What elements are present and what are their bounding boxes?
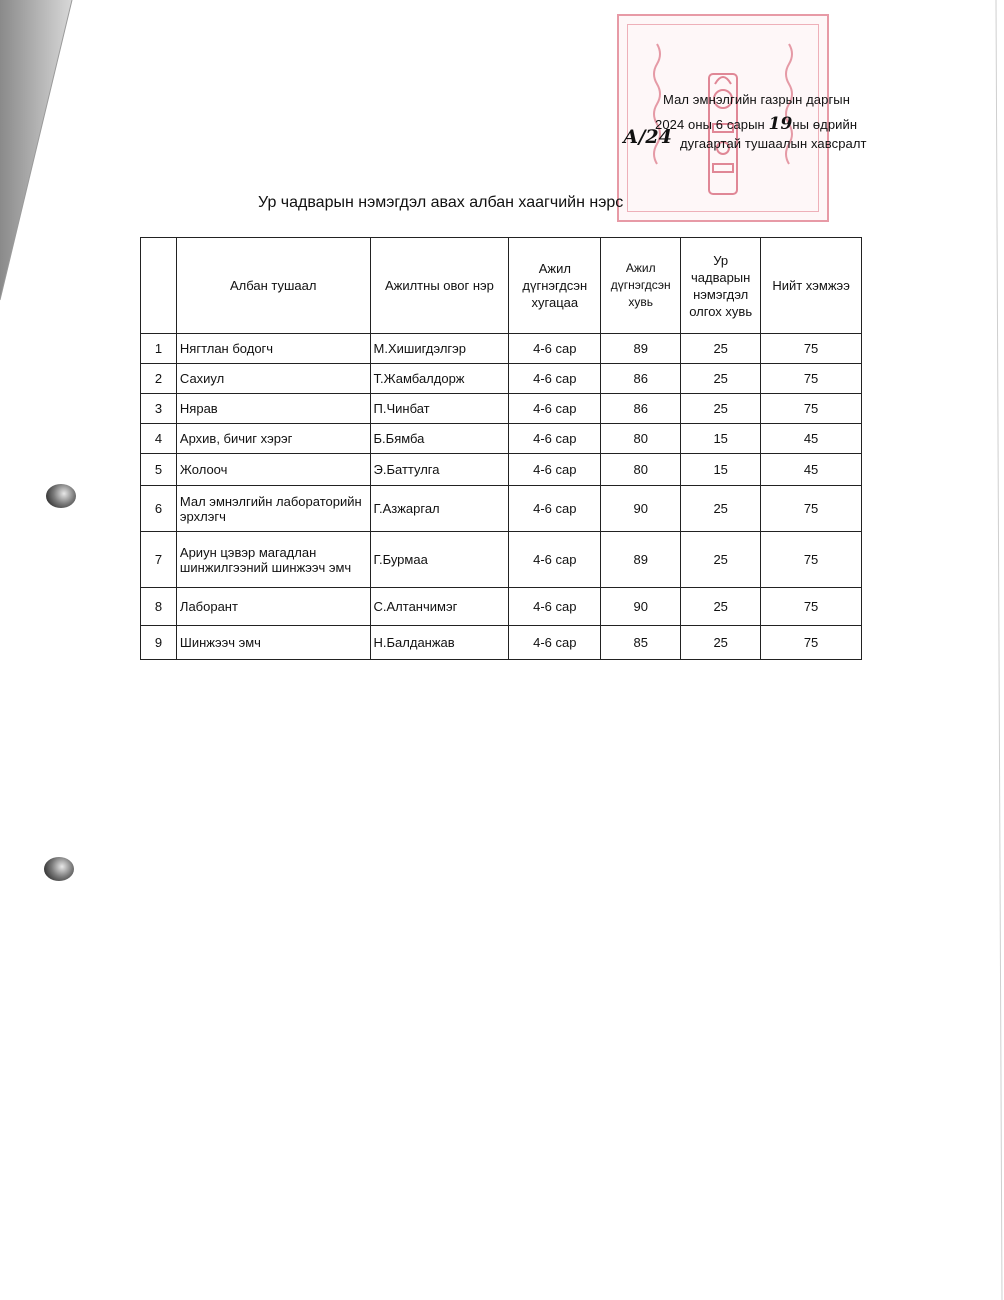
position-cell: Лаборант <box>176 588 370 626</box>
period-cell: 4-6 сар <box>509 394 601 424</box>
period-cell: 4-6 сар <box>509 454 601 486</box>
employee-name-cell: С.Алтанчимэг <box>370 588 509 626</box>
row-number-cell: 5 <box>141 454 177 486</box>
row-number-cell: 4 <box>141 424 177 454</box>
period-cell: 4-6 сар <box>509 626 601 660</box>
period-cell: 4-6 сар <box>509 424 601 454</box>
punch-hole <box>44 857 74 881</box>
period-cell: 4-6 сар <box>509 334 601 364</box>
header-line-2-prefix: 2024 оны 6 сарын <box>655 117 765 132</box>
bonus-percent-cell: 15 <box>681 454 761 486</box>
bonus-percent-cell: 25 <box>681 334 761 364</box>
total-amount-cell: 75 <box>761 532 862 588</box>
header-line-2-suffix: ны өдрийн <box>792 117 858 132</box>
row-number-cell: 2 <box>141 364 177 394</box>
employee-name-cell: Г.Бурмаа <box>370 532 509 588</box>
row-number-cell: 8 <box>141 588 177 626</box>
position-cell: Нярав <box>176 394 370 424</box>
row-number-cell: 1 <box>141 334 177 364</box>
evaluation-percent-cell: 89 <box>601 334 681 364</box>
bonus-percent-cell: 25 <box>681 364 761 394</box>
header-line-3: дугаартай тушаалын хавсралт <box>680 136 867 151</box>
bonus-percent-cell: 15 <box>681 424 761 454</box>
bonus-percent-cell: 25 <box>681 394 761 424</box>
evaluation-percent-cell: 90 <box>601 588 681 626</box>
bonus-percent-cell: 25 <box>681 486 761 532</box>
employee-name-cell: Т.Жамбалдорж <box>370 364 509 394</box>
total-amount-cell: 75 <box>761 588 862 626</box>
evaluation-percent-cell: 80 <box>601 454 681 486</box>
header-line-1: Мал эмнэлгийн газрын даргын <box>663 92 851 107</box>
punch-hole <box>46 484 76 508</box>
position-cell: Шинжээч эмч <box>176 626 370 660</box>
handwritten-order-number: А/24 <box>623 126 672 148</box>
header-cell-no <box>141 238 177 334</box>
employee-name-cell: Н.Балданжав <box>370 626 509 660</box>
total-amount-cell: 75 <box>761 626 862 660</box>
table-row <box>141 364 862 394</box>
evaluation-percent-cell: 80 <box>601 424 681 454</box>
header-cell-position: Албан тушаал <box>176 238 370 334</box>
employee-name-cell: Э.Баттулга <box>370 454 509 486</box>
evaluation-percent-cell: 86 <box>601 394 681 424</box>
employee-name-cell: П.Чинбат <box>370 394 509 424</box>
table-body <box>141 334 862 660</box>
table-row <box>141 532 862 588</box>
period-cell: 4-6 сар <box>509 364 601 394</box>
period-cell: 4-6 сар <box>509 486 601 532</box>
position-cell: Жолооч <box>176 454 370 486</box>
header-cell-name: Ажилтны овог нэр <box>370 238 509 334</box>
table-row <box>141 424 862 454</box>
employee-name-cell: Б.Бямба <box>370 424 509 454</box>
employee-bonus-table <box>140 237 862 660</box>
employee-name-cell: Г.Азжаргал <box>370 486 509 532</box>
total-amount-cell: 75 <box>761 364 862 394</box>
row-number-cell: 7 <box>141 532 177 588</box>
evaluation-percent-cell: 90 <box>601 486 681 532</box>
position-cell: Ариун цэвэр магадлан шинжилгээний шинжээч эмч <box>176 532 370 588</box>
row-number-cell: 3 <box>141 394 177 424</box>
header-cell-period: Ажил дүгнэгдсэн хугацаа <box>509 238 601 334</box>
bonus-percent-cell: 25 <box>681 588 761 626</box>
table-row <box>141 588 862 626</box>
total-amount-cell: 45 <box>761 454 862 486</box>
position-cell: Сахиул <box>176 364 370 394</box>
document-title: Ур чадварын нэмэгдэл авах албан хаагчийн нэрс <box>258 194 624 211</box>
position-cell: Архив, бичиг хэрэг <box>176 424 370 454</box>
table-row <box>141 626 862 660</box>
row-number-cell: 9 <box>141 626 177 660</box>
table-row <box>141 454 862 486</box>
header-cell-eval: Ажил дүгнэгдсэн хувь <box>601 238 681 334</box>
evaluation-percent-cell: 89 <box>601 532 681 588</box>
evaluation-percent-cell: 86 <box>601 364 681 394</box>
employee-name-cell: М.Хишигдэлгэр <box>370 334 509 364</box>
bonus-percent-cell: 25 <box>681 626 761 660</box>
row-number-cell: 6 <box>141 486 177 532</box>
bonus-percent-cell: 25 <box>681 532 761 588</box>
total-amount-cell: 45 <box>761 424 862 454</box>
evaluation-percent-cell: 85 <box>601 626 681 660</box>
total-amount-cell: 75 <box>761 334 862 364</box>
total-amount-cell: 75 <box>761 486 862 532</box>
total-amount-cell: 75 <box>761 394 862 424</box>
position-cell: Нягтлан бодогч <box>176 334 370 364</box>
period-cell: 4-6 сар <box>509 532 601 588</box>
header-cell-total: Нийт хэмжээ <box>761 238 862 334</box>
period-cell: 4-6 сар <box>509 588 601 626</box>
table-row <box>141 394 862 424</box>
position-cell: Мал эмнэлгийн лабораторийн эрхлэгч <box>176 486 370 532</box>
header-line-2 <box>655 114 857 134</box>
table-row <box>141 486 862 532</box>
handwritten-day: 19 <box>768 114 793 134</box>
table-row <box>141 334 862 364</box>
header-cell-bonus: Ур чадварын нэмэгдэл олгох хувь <box>681 238 761 334</box>
table-header-row <box>141 238 862 334</box>
